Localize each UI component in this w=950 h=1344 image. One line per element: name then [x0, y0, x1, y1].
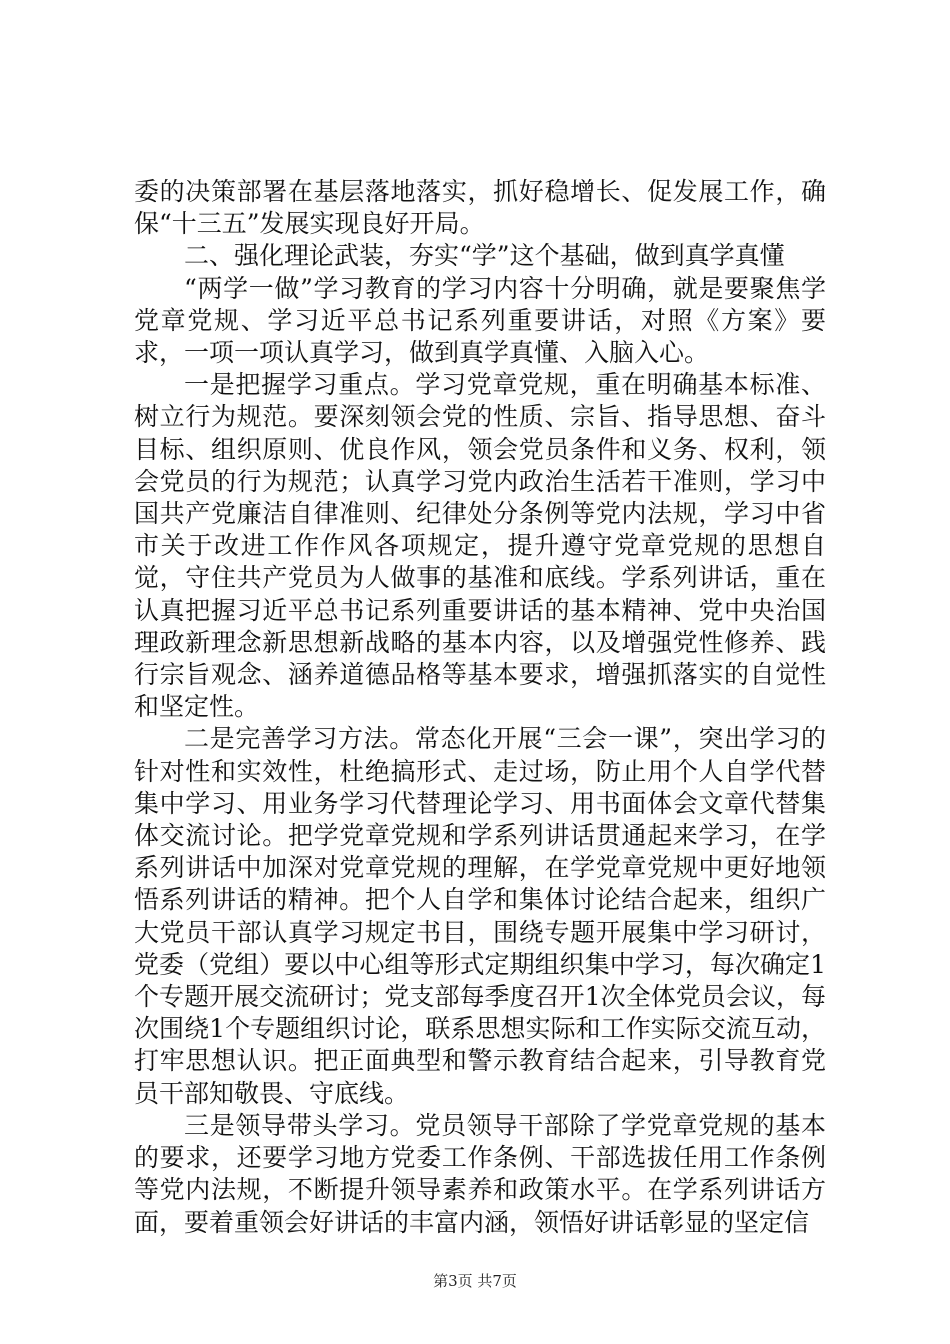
document-body	[134, 176, 826, 1239]
paragraph-methods: 二是完善学习方法。常态化开展“三会一课”，突出学习的针对性和实效性，杜绝搞形式、走过场，防止用个人自学代替集中学习、用业务学习代替理论学习、用书面体会文章代替集体交流讨论。把学党章党规和学系列讲话贯通起来学习，在学系列讲话中加深对党章党规的理解，在学党章党规中更好地领悟系列讲话的精神。把个人自学和集体讨论结合起来，组织广大党员干部认真学习规定书目，围绕专题开展集中学习研讨，党委（党组）要以中心组等形式定期组织集中学习，每次确定1个专题开展交流研讨；党支部每季度召开1次全体党员会议，每次围绕1个专题组织讨论，联系思想实际和工作实际交流互动，打牢思想认识。把正面典型和警示教育结合起来，引导教育党员干部知敬畏、守底线。	[134, 724, 826, 1108]
section-heading: 二、强化理论武装，夯实“学”这个基础，做到真学真懂	[184, 241, 785, 271]
paragraph-key-points: 一是把握学习重点。学习党章党规，重在明确基本标准、树立行为规范。要深刻领会党的性质、宗旨、指导思想、奋斗目标、组织原则、优良作风，领会党员条件和义务、权利，领会党员的行为规范；认真学习党内政治生活若干准则，学习中国共产党廉洁自律准则、纪律处分条例等党内法规，学习中省市关于改进工作作风各项规定，提升遵守党章党规的思想自觉，守住共产党员为人做事的基准和底线。学系列讲话，重在认真把握习近平总书记系列重要讲话的基本精神、党中央治国理政新理念新思想新战略的基本内容，以及增强党性修养、践行宗旨观念、涵养道德品格等基本要求，增强抓落实的自觉性和坚定性。	[134, 370, 826, 722]
paragraph-intro: “两学一做”学习教育的学习内容十分明确，就是要聚焦学党章党规、学习近平总书记系列重要讲话，对照《方案》要求，一项一项认真学习，做到真学真懂、入脑入心。	[134, 273, 826, 368]
page-number-label: 第3页 共7页	[433, 1272, 517, 1290]
paragraph-leadership: 三是领导带头学习。党员领导干部除了学党章党规的基本的要求，还要学习地方党委工作条例、干部选拔任用工作条例等党内法规，不断提升领导素养和政策水平。在学系列讲话方面，要着重领会好讲话的丰富内涵，领悟好讲话彰显的坚定信	[134, 1110, 826, 1237]
paragraph-continuation: 委的决策部署在基层落地落实，抓好稳增长、促发展工作，确保“十三五”发展实现良好开局。	[134, 177, 826, 239]
page-footer	[0, 1271, 950, 1291]
